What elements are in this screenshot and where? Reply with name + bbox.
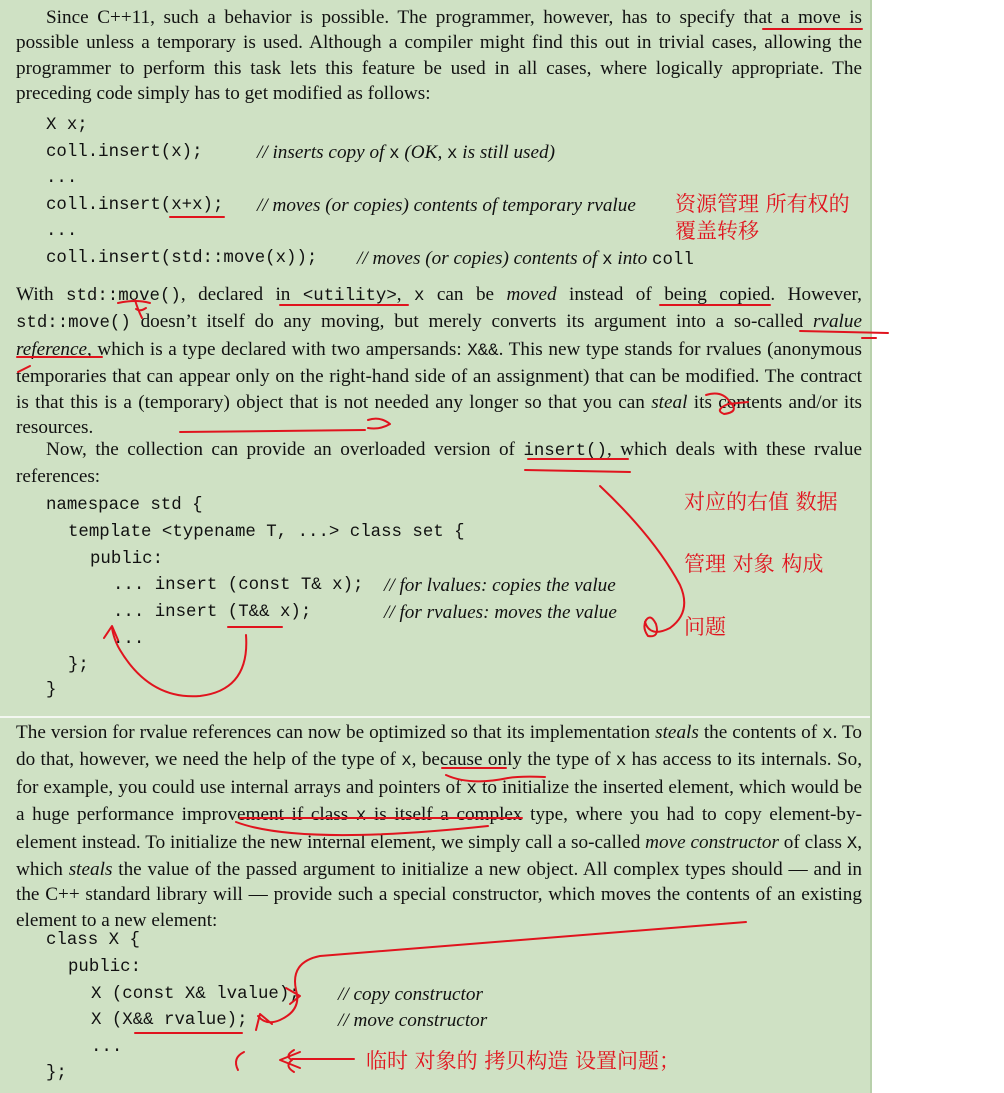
code-line: namespace std { <box>46 496 203 515</box>
code-comment: // copy constructor <box>338 984 483 1005</box>
annotation-override-transfer: 覆盖转移 <box>675 219 759 243</box>
code-line: class X { <box>46 931 140 950</box>
paragraph-overload: Now, the collection can provide an overloaded version of insert(), which deals with these rvalue references: <box>16 439 862 488</box>
paragraph-intro: Since C++11, such a behavior is possible. The programmer, however, has to specify that a move is possible unless a temporary is used. Although a compiler might find this out in trivial cases, allowing the programmer to perform this task lets this feature be used in all cases, where logically appropriate. The preceding code simply has to get modified as follows: <box>16 7 862 105</box>
code-comment: // inserts copy of x (OK, x is still used) <box>257 142 556 164</box>
code-line: ... <box>46 169 78 188</box>
code-line: ... <box>91 1038 123 1057</box>
annotation-problem: 问题 <box>684 615 726 639</box>
code-comment: // move constructor <box>338 1010 488 1031</box>
paragraph-move-constructor: The version for rvalue references can now be optimized so that its implementation steals the contents of x. To do that, however, we need the help of the type of x, because only the type of x has access to its internals. So, for example, you could use internal arrays and pointers of x to initialize the inserted element, which would be a huge performance improvement if class x is itself a complex type, where you had to copy element-by-element instead. To initialize the new internal element, we simply call a so-called move constructor of class X, which steals the value of the passed argument to initialize a new object. All complex types should — and in the C++ standard library will — provide such a special constructor, which moves the contents of an existing element to a new element: <box>16 722 863 931</box>
code-line: public: <box>90 550 164 569</box>
page-edge <box>870 0 872 1093</box>
code-line: public: <box>68 958 142 977</box>
code-line: X (X&& rvalue); <box>91 1011 248 1030</box>
scan-seam <box>0 716 872 718</box>
code-comment: // moves (or copies) contents of x into coll <box>357 248 694 270</box>
code-comment: // for lvalues: copies the value <box>384 575 616 596</box>
code-line: coll.insert(x+x); <box>46 196 224 215</box>
code-line: ... <box>113 630 145 649</box>
annotation-temporary-copy: 临时 对象的 拷贝构造 设置问题； <box>366 1049 681 1073</box>
paragraph-std-move: With std::move(), declared in <utility>, x can be moved instead of being copied. However, std::move() doesn’t itself do any moving, but merely converts its argument into a so-called rvalue reference, which is a type declared with two ampersands: X&&. This new type stands for rvalues (anonymous temporaries that can appear only on the right-hand side of an assignment) that can be modified. The contract is that this is a (temporary) object that is not needed any longer so that you can steal its contents and/or its resources. <box>16 284 863 439</box>
code-line: X x; <box>46 116 88 135</box>
annotation-object-management: 管理 对象 构成 <box>684 552 824 576</box>
code-line: } <box>46 681 57 700</box>
code-line: ... insert (T&& x); <box>113 603 312 622</box>
annotation-resource-ownership: 资源管理 所有权的 <box>675 192 850 216</box>
code-line: coll.insert(std::move(x)); <box>46 249 318 268</box>
code-comment: // for rvalues: moves the value <box>384 602 617 623</box>
code-line: X (const X& lvalue); <box>91 985 300 1004</box>
code-line: template <typename T, ...> class set { <box>68 523 465 542</box>
code-line: }; <box>68 656 89 675</box>
code-line: }; <box>46 1064 67 1083</box>
code-line: coll.insert(x); <box>46 143 203 162</box>
annotation-rvalue-data: 对应的右值 数据 <box>684 490 838 514</box>
code-line: ... <box>46 222 78 241</box>
code-comment: // moves (or copies) contents of temporary rvalue <box>257 195 636 216</box>
code-line: ... insert (const T& x); <box>113 576 364 595</box>
